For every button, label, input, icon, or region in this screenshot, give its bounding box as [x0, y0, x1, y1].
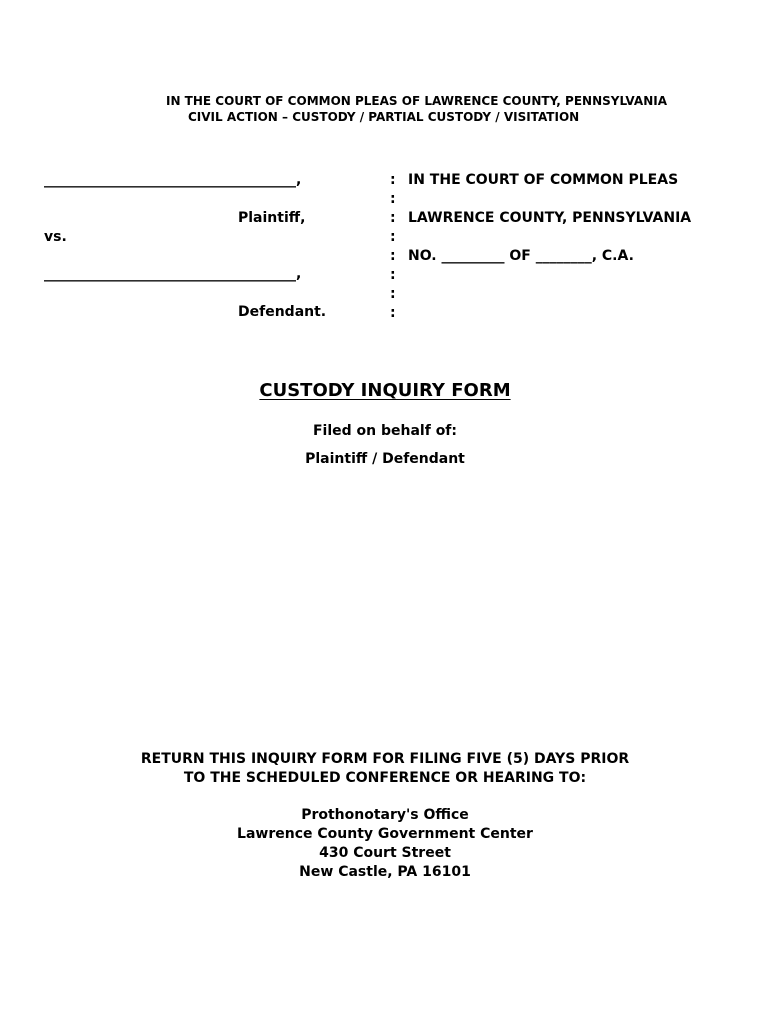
- court-name: IN THE COURT OF COMMON PLEAS: [408, 172, 679, 188]
- return-instruction-line: RETURN THIS INQUIRY FORM FOR FILING FIVE (5) DAYS PRIOR: [140, 751, 630, 767]
- address-street: 430 Court Street: [319, 845, 451, 861]
- docket-number: NO. _________ OF ________, C.A.: [408, 248, 634, 264]
- caption-colon: :: [390, 191, 396, 207]
- address-office: Prothonotary's Office: [301, 807, 469, 823]
- form-title: CUSTODY INQUIRY FORM: [259, 380, 511, 401]
- defendant-label: Defendant.: [238, 304, 327, 320]
- caption-colon: :: [390, 286, 396, 302]
- caption-colon: :: [390, 248, 396, 264]
- address-city: New Castle, PA 16101: [299, 864, 471, 880]
- court-heading: IN THE COURT OF COMMON PLEAS OF LAWRENCE COUNTY, PENNSYLVANIA: [166, 94, 667, 108]
- filed-on-behalf-label: Filed on behalf of:: [312, 423, 457, 439]
- versus-label: vs.: [44, 229, 67, 245]
- party-choice: Plaintiff / Defendant: [305, 451, 465, 467]
- action-heading: CIVIL ACTION – CUSTODY / PARTIAL CUSTODY / VISITATION: [188, 110, 580, 124]
- plaintiff-label: Plaintiff,: [238, 210, 306, 226]
- caption-colon: :: [390, 210, 396, 226]
- caption-colon: :: [390, 305, 396, 321]
- plaintiff-name-blank: ____________________________________,: [44, 172, 302, 188]
- defendant-name-blank: ____________________________________,: [44, 266, 302, 282]
- county-name: LAWRENCE COUNTY, PENNSYLVANIA: [408, 210, 692, 226]
- caption-colon: :: [390, 267, 396, 283]
- caption-colon: :: [390, 229, 396, 245]
- caption-colon: :: [390, 172, 396, 188]
- return-instruction-line: TO THE SCHEDULED CONFERENCE OR HEARING TO:: [183, 770, 587, 786]
- address-building: Lawrence County Government Center: [237, 826, 533, 842]
